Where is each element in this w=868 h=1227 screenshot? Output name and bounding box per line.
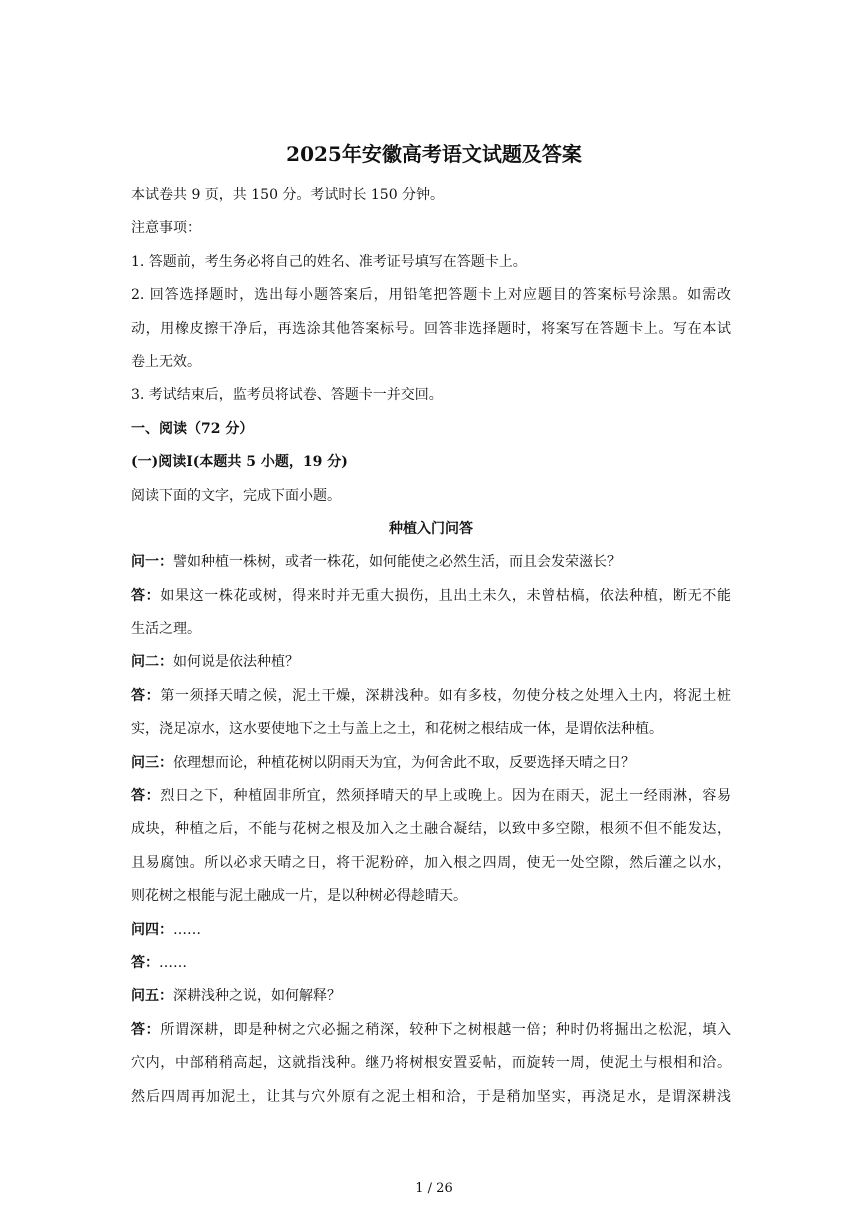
body-text-line: 生活之理。 bbox=[131, 621, 201, 638]
body-text-line: 3. 考试结束后，监考员将试卷、答题卡一并交回。 bbox=[131, 387, 443, 404]
body-text-line: 2. 回答选择题时，选出每小题答案后，用铅笔把答题卡上对应题目的答案标号涂黑。如需改 bbox=[131, 287, 731, 304]
qa-line bbox=[131, 747, 731, 780]
qa-text: 依理想而论，种植花树以阴雨天为宜，为何舍此不取，反要选择天晴之日？ bbox=[173, 754, 635, 771]
body-text-line: 卷上无效。 bbox=[131, 353, 201, 370]
body-text-line: 然后四周再加泥土，让其与穴外原有之泥土相和洽，于是稍加坚实，再浇足水，是谓深耕浅 bbox=[131, 1088, 731, 1105]
qa-text: …… bbox=[159, 954, 187, 971]
page-number: 1 / 26 bbox=[415, 1181, 453, 1196]
qa-text: 深耕浅种之说，如何解释？ bbox=[173, 988, 341, 1005]
qa-line bbox=[131, 947, 731, 980]
qa-text: …… bbox=[173, 921, 201, 938]
document-title: 2025年安徽高考语文试题及答案 bbox=[286, 142, 582, 166]
body-text-line: 动，用橡皮擦干净后，再选涂其他答案标号。回答非选择题时，将案写在答题卡上。写在本试 bbox=[131, 320, 731, 337]
qa-label: 答： bbox=[131, 788, 161, 805]
qa-label: 答： bbox=[131, 587, 161, 604]
qa-text: 烈日之下，种植固非所宜，然须择晴天的早上或晚上。因为在雨天，泥土一经雨淋，容易 bbox=[160, 788, 732, 805]
qa-label: 问四： bbox=[131, 921, 173, 938]
qa-line bbox=[131, 780, 731, 813]
body-text-line: 且易腐蚀。所以必求天晴之日，将干泥粉碎，加入根之四周，使无一处空隙，然后灌之以水， bbox=[131, 854, 731, 871]
body-text-line: 实，浇足凉水，这水要使地下之土与盖上之土，和花树之根结成一体，是谓依法种植。 bbox=[131, 721, 663, 738]
qa-line bbox=[131, 646, 731, 679]
body-text-line: 穴内，中部稍稍高起，这就指浅种。继乃将树根安置妥帖，而旋转一周，使泥土与根相和洽。 bbox=[131, 1055, 731, 1072]
qa-label: 问二： bbox=[131, 654, 173, 671]
body-text-line: 成块，种植之后，不能与花树之根及加入之土融合凝结，以致中多空隙，根须不但不能发达， bbox=[131, 821, 731, 838]
qa-label: 问三： bbox=[131, 754, 173, 771]
qa-line bbox=[131, 546, 731, 579]
qa-text: 第一须择天晴之候，泥土干燥，深耕浅种。如有多枝，勿使分枝之处埋入土内，将泥土桩 bbox=[160, 687, 732, 704]
body-text-line: 阅读下面的文字，完成下面小题。 bbox=[131, 487, 341, 504]
body-text-line: 注意事项： bbox=[131, 220, 201, 237]
qa-text: 所谓深耕，即是种树之穴必掘之稍深，较种下之树根越一倍；种时仍将掘出之松泥，填入 bbox=[160, 1021, 732, 1038]
qa-text: 如果这一株花或树，得来时并无重大损伤，且出土未久，未曾枯槁，依法种植，断无不能 bbox=[160, 587, 732, 604]
qa-text: 譬如种植一株树，或者一株花，如何能使之必然生活，而且会发荣滋长？ bbox=[173, 554, 621, 571]
qa-label: 问一： bbox=[131, 554, 173, 571]
document-body bbox=[131, 179, 731, 1114]
body-text-line: 则花树之根能与泥土融成一片，是以种树必得趁晴天。 bbox=[131, 888, 467, 905]
qa-line bbox=[131, 980, 731, 1013]
qa-label: 答： bbox=[131, 1021, 161, 1038]
qa-text: 如何说是依法种植？ bbox=[173, 654, 299, 671]
qa-line bbox=[131, 914, 731, 947]
body-text-line: 1. 答题前，考生务必将自己的姓名、准考证号填写在答题卡上。 bbox=[131, 253, 527, 270]
qa-label: 问五： bbox=[131, 988, 173, 1005]
qa-line bbox=[131, 580, 731, 613]
section-heading: 一、阅读（72 分） bbox=[131, 420, 254, 437]
section-heading: (一)阅读I(本题共 5 小题，19 分) bbox=[131, 454, 348, 471]
qa-label: 答： bbox=[131, 687, 161, 704]
qa-label: 答： bbox=[131, 954, 159, 971]
qa-line bbox=[131, 680, 731, 713]
body-text-line: 本试卷共 9 页，共 150 分。考试时长 150 分钟。 bbox=[131, 187, 445, 203]
qa-line bbox=[131, 1014, 731, 1047]
article-title: 种植入门问答 bbox=[389, 520, 473, 537]
